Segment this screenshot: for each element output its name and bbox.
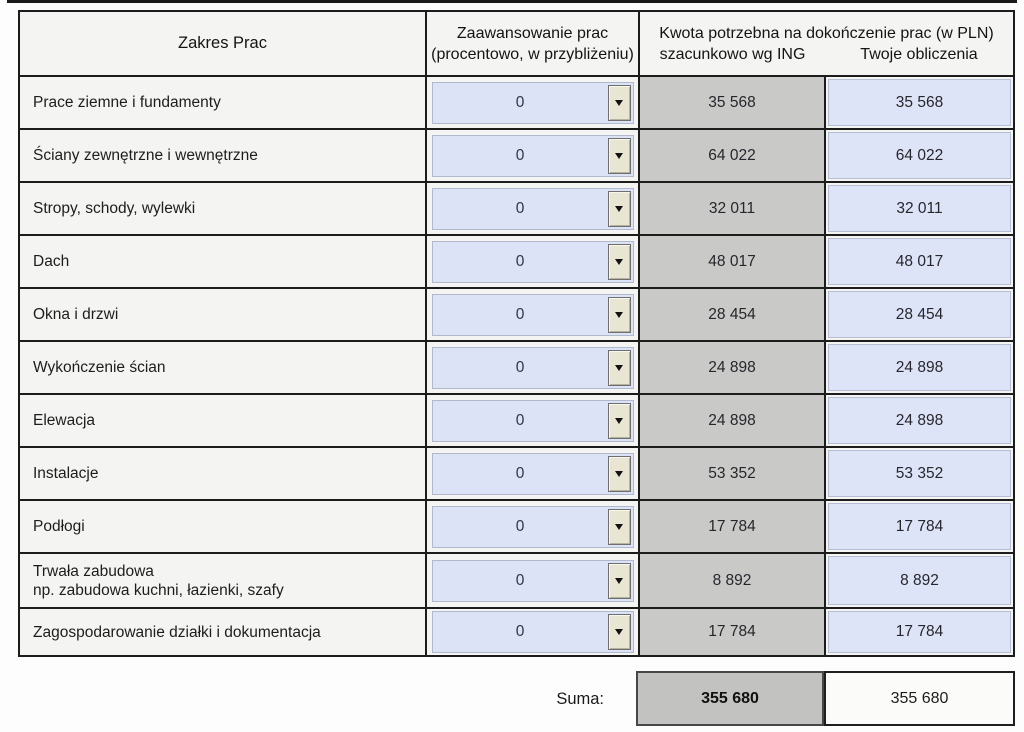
work-scope-cell — [20, 342, 425, 393]
progress-dropdown[interactable] — [432, 400, 634, 442]
own-calc-value: 24 898 — [895, 411, 944, 429]
own-calc-field[interactable] — [828, 185, 1011, 232]
ing-estimate-cell — [638, 448, 824, 499]
progress-value: 0 — [515, 571, 525, 589]
own-calc-field[interactable] — [828, 291, 1011, 338]
dropdown-button[interactable] — [608, 614, 631, 650]
ing-estimate-cell — [638, 289, 824, 340]
own-calc-cell — [824, 501, 1013, 552]
work-scope-cell — [20, 609, 425, 655]
progress-dropdown[interactable] — [432, 294, 634, 336]
table-row — [20, 552, 1013, 607]
ing-estimate-value: 53 352 — [708, 464, 756, 482]
progress-cell — [425, 77, 638, 128]
ing-estimate-cell — [638, 130, 824, 181]
chevron-down-icon — [615, 524, 623, 530]
table-row — [20, 393, 1013, 446]
table-row — [20, 75, 1013, 128]
progress-value: 0 — [515, 517, 525, 535]
work-scope-label: Okna i drzwi — [33, 306, 119, 323]
header-progress-line1: Zaawansowanie prac — [456, 24, 609, 42]
dropdown-button[interactable] — [608, 350, 631, 386]
progress-value: 0 — [515, 411, 525, 429]
own-calc-field[interactable] — [828, 611, 1011, 653]
chevron-down-icon — [615, 100, 623, 106]
own-calc-cell — [824, 77, 1013, 128]
dropdown-button[interactable] — [608, 191, 631, 227]
progress-value: 0 — [515, 93, 525, 111]
dropdown-button[interactable] — [608, 456, 631, 492]
own-calc-field[interactable] — [828, 344, 1011, 391]
progress-cell — [425, 289, 638, 340]
progress-value: 0 — [515, 358, 525, 376]
work-scope-cell — [20, 554, 425, 607]
ing-estimate-cell — [638, 342, 824, 393]
progress-dropdown[interactable] — [432, 82, 634, 124]
progress-cell — [425, 501, 638, 552]
own-calc-value: 24 898 — [895, 358, 944, 376]
work-scope-cell — [20, 130, 425, 181]
own-calc-field[interactable] — [828, 238, 1011, 285]
own-calc-field[interactable] — [828, 132, 1011, 179]
chevron-down-icon — [615, 206, 623, 212]
work-scope-label: Instalacje — [33, 465, 99, 482]
own-calc-value: 64 022 — [895, 146, 944, 164]
progress-dropdown[interactable] — [432, 611, 634, 653]
progress-dropdown[interactable] — [432, 347, 634, 389]
header-progress — [425, 12, 638, 75]
ing-estimate-value: 32 011 — [708, 199, 756, 217]
table-row — [20, 340, 1013, 393]
table-row — [20, 446, 1013, 499]
work-scope-cell — [20, 501, 425, 552]
own-calc-field[interactable] — [828, 503, 1011, 550]
chevron-down-icon — [615, 312, 623, 318]
work-scope-cell — [20, 448, 425, 499]
table-row — [20, 499, 1013, 552]
progress-dropdown[interactable] — [432, 560, 634, 602]
ing-estimate-value: 8 892 — [712, 571, 752, 589]
work-scope-cell — [20, 395, 425, 446]
dropdown-button[interactable] — [608, 244, 631, 280]
table-row — [20, 607, 1013, 655]
own-calc-cell — [824, 236, 1013, 287]
work-scope-label: Zagospodarowanie działki i dokumentacja — [33, 623, 321, 641]
ing-estimate-value: 35 568 — [708, 93, 756, 111]
ing-estimate-cell — [638, 236, 824, 287]
chevron-down-icon — [615, 471, 623, 477]
sum-label: Suma: — [556, 689, 604, 708]
progress-value: 0 — [515, 252, 525, 270]
own-calc-value: 53 352 — [895, 464, 944, 482]
ing-estimate-cell — [638, 395, 824, 446]
table-row — [20, 287, 1013, 340]
ing-estimate-cell — [638, 609, 824, 655]
dropdown-button[interactable] — [608, 138, 631, 174]
own-calc-value: 28 454 — [895, 305, 944, 323]
progress-cell — [425, 609, 638, 655]
own-calc-value: 8 892 — [900, 571, 939, 589]
own-calc-value: 48 017 — [895, 252, 944, 270]
work-scope-cell — [20, 77, 425, 128]
chevron-down-icon — [615, 153, 623, 159]
own-calc-value: 17 784 — [895, 517, 944, 535]
header-progress-line2: (procentowo, w przybliżeniu) — [431, 45, 634, 63]
header-scope: Zakres Prac — [178, 34, 267, 52]
ing-estimate-cell — [638, 183, 824, 234]
table-row — [20, 181, 1013, 234]
progress-dropdown[interactable] — [432, 453, 634, 495]
progress-dropdown[interactable] — [432, 188, 634, 230]
work-scope-label: Trwała zabudowa — [33, 562, 154, 580]
progress-cell — [425, 130, 638, 181]
progress-value: 0 — [515, 199, 525, 217]
own-calc-field[interactable] — [828, 397, 1011, 444]
own-calc-value: 35 568 — [895, 93, 944, 111]
dropdown-button[interactable] — [608, 85, 631, 121]
work-scope-label: Podłogi — [33, 518, 85, 535]
progress-value: 0 — [515, 305, 525, 323]
work-progress-table — [18, 10, 1015, 657]
own-calc-cell — [824, 130, 1013, 181]
ing-estimate-value: 24 898 — [708, 411, 756, 429]
progress-value: 0 — [515, 464, 525, 482]
own-calc-cell — [824, 183, 1013, 234]
progress-cell — [425, 183, 638, 234]
table-row — [20, 234, 1013, 287]
own-calc-field[interactable] — [828, 556, 1011, 605]
header-amount-title: Kwota potrzebna na dokończenie prac (w PLN) — [659, 24, 994, 42]
own-calc-value: 32 011 — [896, 199, 943, 217]
work-scope-cell — [20, 289, 425, 340]
own-calc-cell — [824, 395, 1013, 446]
work-scope-label: Wykończenie ścian — [33, 359, 166, 376]
work-scope-label: Prace ziemne i fundamenty — [33, 94, 221, 111]
table-header-row — [20, 12, 1013, 75]
progress-cell — [425, 342, 638, 393]
progress-cell — [425, 448, 638, 499]
own-calc-field[interactable] — [828, 450, 1011, 497]
ing-estimate-value: 17 784 — [708, 517, 756, 535]
own-calc-field[interactable] — [828, 79, 1011, 126]
own-calc-cell — [824, 448, 1013, 499]
dropdown-button[interactable] — [608, 563, 631, 599]
progress-cell — [425, 554, 638, 607]
progress-dropdown[interactable] — [432, 241, 634, 283]
header-amount-subrow — [640, 44, 1013, 65]
chevron-down-icon — [615, 418, 623, 424]
work-scope-label: Dach — [33, 253, 70, 270]
ing-estimate-value: 48 017 — [708, 252, 756, 270]
work-scope-label: Stropy, schody, wylewki — [33, 200, 196, 217]
sum-ing-total: 355 680 — [636, 671, 824, 726]
dropdown-button[interactable] — [608, 297, 631, 333]
progress-cell — [425, 395, 638, 446]
ing-estimate-cell — [638, 501, 824, 552]
table-row — [20, 128, 1013, 181]
work-scope-cell — [20, 183, 425, 234]
top-divider — [7, 0, 1017, 3]
progress-value: 0 — [515, 146, 525, 164]
work-scope-sublabel: np. zabudowa kuchni, łazienki, szafy — [33, 581, 284, 599]
chevron-down-icon — [615, 578, 623, 584]
ing-estimate-cell — [638, 77, 824, 128]
dropdown-button[interactable] — [608, 403, 631, 439]
header-sub-own: Twoje obliczenia — [860, 45, 978, 63]
sum-own-total: 355 680 — [824, 671, 1015, 726]
progress-cell — [425, 236, 638, 287]
header-sub-ing: szacunkowo wg ING — [659, 45, 806, 63]
progress-dropdown[interactable] — [432, 135, 634, 177]
dropdown-button[interactable] — [608, 509, 631, 545]
header-amount — [638, 12, 1013, 75]
own-calc-value: 17 784 — [895, 623, 944, 640]
progress-value: 0 — [515, 623, 525, 640]
chevron-down-icon — [615, 365, 623, 371]
own-calc-cell — [824, 289, 1013, 340]
own-calc-cell — [824, 609, 1013, 655]
ing-estimate-value: 28 454 — [708, 305, 756, 323]
ing-estimate-cell — [638, 554, 824, 607]
work-scope-cell — [20, 236, 425, 287]
progress-dropdown[interactable] — [432, 506, 634, 548]
chevron-down-icon — [615, 259, 623, 265]
work-scope-label: Elewacja — [33, 412, 96, 429]
work-scope-label: Ściany zewnętrzne i wewnętrzne — [33, 147, 258, 164]
chevron-down-icon — [615, 629, 623, 635]
ing-estimate-value: 64 022 — [708, 146, 756, 164]
own-calc-cell — [824, 342, 1013, 393]
ing-estimate-value: 17 784 — [708, 623, 756, 640]
own-calc-cell — [824, 554, 1013, 607]
ing-estimate-value: 24 898 — [708, 358, 756, 376]
